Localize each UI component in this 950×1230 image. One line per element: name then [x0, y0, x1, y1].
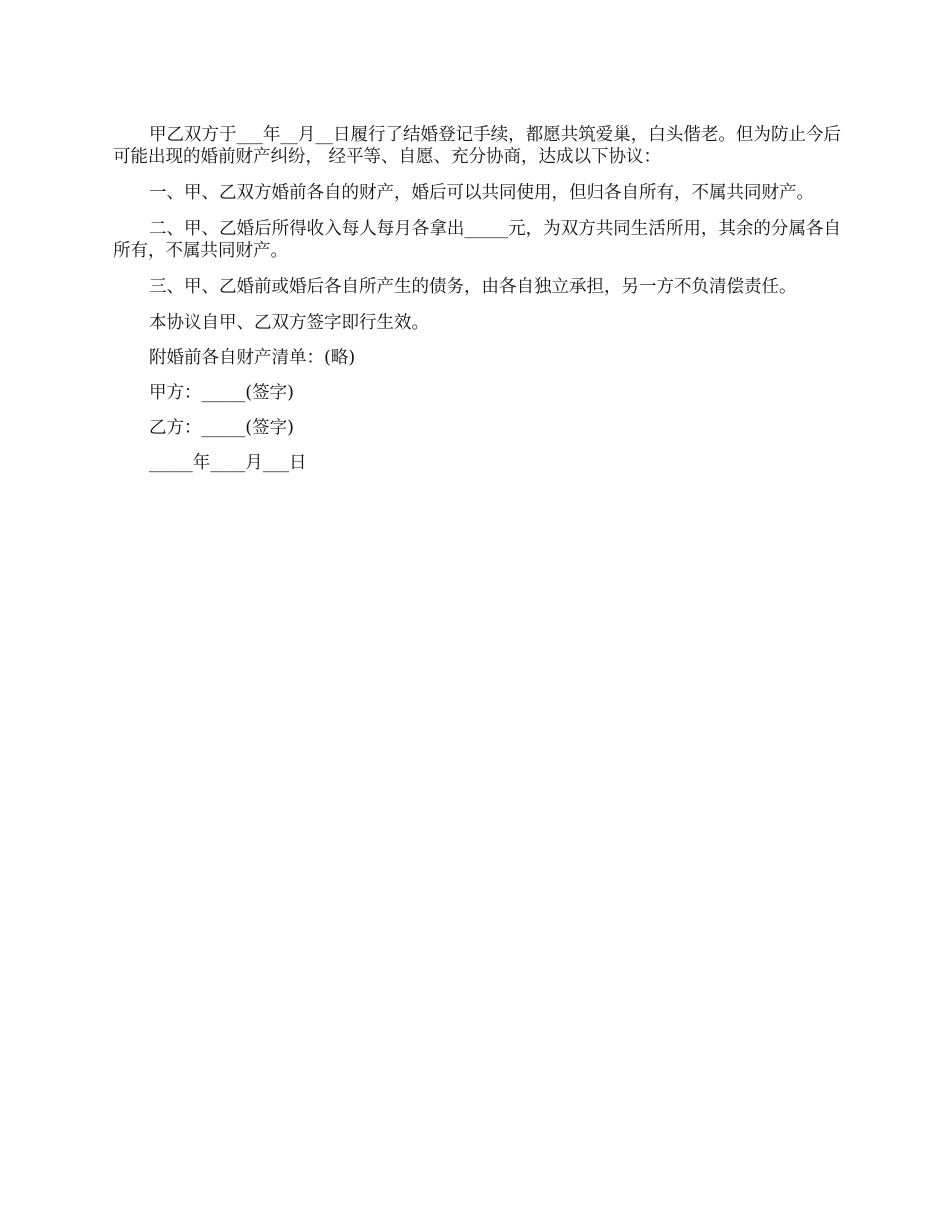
document-body: [113, 124, 841, 487]
clause-one: 一、甲、乙双方婚前各自的财产，婚后可以共同使用，但归各自所有，不属共同财产。: [149, 183, 814, 203]
clause-two: 二、甲、乙婚后所得收入每人每月各拿出_____元，为双方共同生活所用，其余的分属各自所有，不属共同财产。: [113, 219, 841, 261]
signing-date: _____年____月___日: [149, 453, 307, 473]
clause-three: 三、甲、乙婚前或婚后各自所产生的债务，由各自独立承担，另一方不负清偿责任。: [149, 277, 797, 297]
intro-paragraph: 甲乙双方于___年__月__日履行了结婚登记手续，都愿共筑爱巢，白头偕老。但为防止今后可能出现的婚前财产纠纷， 经平等、自愿、充分协商，达成以下协议：: [113, 125, 841, 167]
property-list-note: 附婚前各自财产清单：(略): [149, 348, 356, 368]
party-a-signature: 甲方：_____(签字): [149, 383, 294, 403]
effective-clause: 本协议自甲、乙双方签字即行生效。: [149, 313, 429, 333]
party-b-signature: 乙方：_____(签字): [149, 418, 294, 438]
